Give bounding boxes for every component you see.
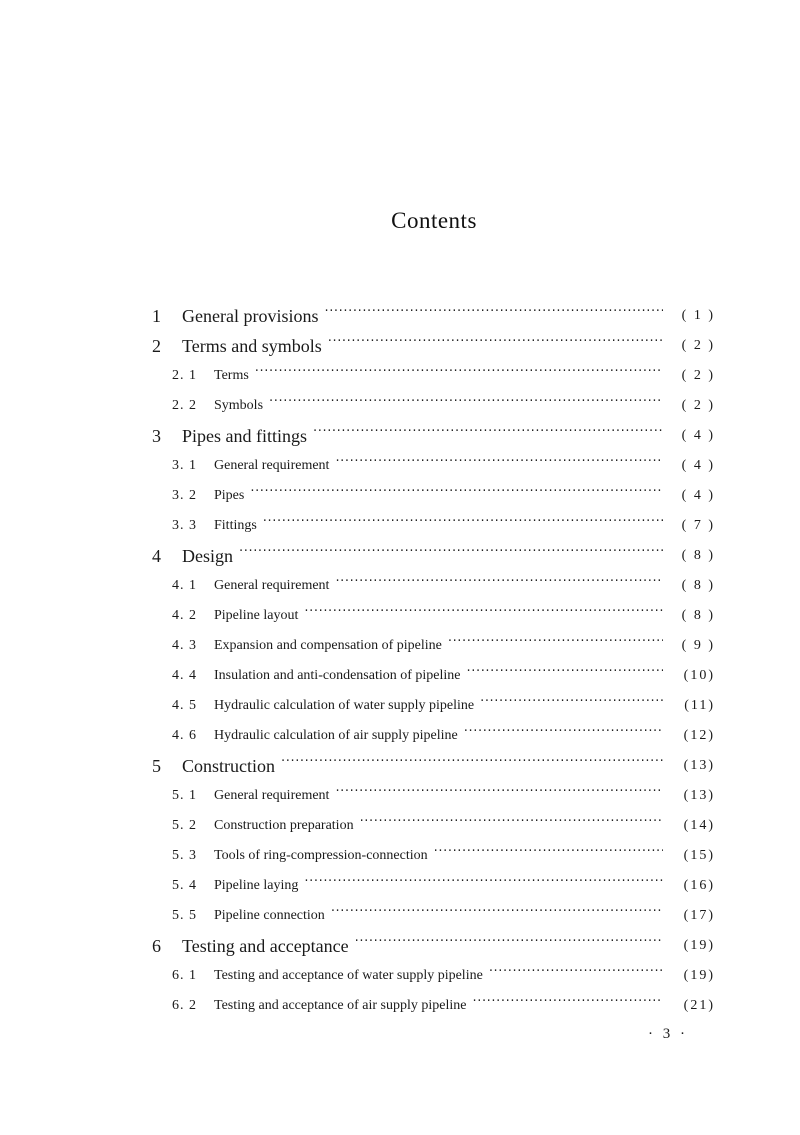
- toc-entry-page: (12): [683, 728, 715, 743]
- toc-entry-page: (21): [683, 998, 715, 1013]
- toc-dot-leader: [239, 549, 663, 563]
- toc-dot-leader: [467, 669, 664, 683]
- toc-entry-number: 2: [152, 335, 161, 356]
- toc-entry-number: 3: [152, 425, 161, 446]
- toc-dot-leader: [335, 459, 663, 473]
- toc-entry-page: (13): [683, 788, 715, 803]
- toc-dot-leader: [250, 489, 663, 503]
- toc-entry-page: ( 4 ): [681, 488, 715, 503]
- toc-dot-leader: [313, 429, 663, 443]
- toc-dot-leader: [464, 729, 663, 743]
- page-number: · 3 ·: [648, 1026, 688, 1042]
- toc-dot-leader: [448, 639, 663, 653]
- toc-entry-page: ( 9 ): [681, 638, 715, 653]
- toc-entry-number: 3. 3: [172, 518, 197, 533]
- toc-entry-label: Construction: [182, 755, 275, 776]
- toc-chapter-entry: [150, 301, 715, 331]
- toc-entry-label: General requirement: [214, 788, 330, 803]
- toc-section-entry: [150, 961, 715, 991]
- toc-entry-number: 4. 3: [172, 638, 197, 653]
- toc-dot-leader: [434, 849, 663, 863]
- toc-entry-page: ( 4 ): [681, 458, 715, 473]
- toc-entry-number: 5. 1: [172, 788, 197, 803]
- toc-entry-label: Tools of ring-compression-connection: [214, 848, 428, 863]
- toc-chapter-entry: [150, 541, 715, 571]
- toc-entry-page: (11): [684, 698, 715, 713]
- table-of-contents: [150, 301, 715, 1021]
- toc-entry-number: 5: [152, 755, 161, 776]
- toc-dot-leader: [281, 759, 663, 773]
- toc-entry-page: (19): [683, 968, 715, 983]
- toc-section-entry: [150, 991, 715, 1021]
- toc-chapter-entry: [150, 751, 715, 781]
- page-title: Contents: [391, 208, 477, 233]
- toc-entry-label: Design: [182, 545, 233, 566]
- toc-entry-label: Testing and acceptance of water supply pipeline: [214, 968, 483, 983]
- toc-entry-number: 6. 1: [172, 968, 197, 983]
- toc-entry-label: Terms and symbols: [182, 335, 322, 356]
- toc-entry-number: 4. 1: [172, 578, 197, 593]
- toc-section-entry: [150, 841, 715, 871]
- toc-dot-leader: [355, 939, 663, 953]
- toc-section-entry: [150, 451, 715, 481]
- toc-dot-leader: [489, 969, 663, 983]
- toc-section-entry: [150, 631, 715, 661]
- toc-entry-label: Symbols: [214, 398, 264, 413]
- toc-entry-label: Testing and acceptance of air supply pipeline: [214, 998, 467, 1013]
- toc-entry-page: ( 4 ): [681, 428, 715, 443]
- toc-dot-leader: [472, 999, 663, 1013]
- toc-section-entry: [150, 721, 715, 751]
- toc-entry-page: (10): [683, 668, 715, 683]
- toc-chapter-entry: [150, 331, 715, 361]
- toc-entry-page: (13): [683, 758, 715, 773]
- toc-section-entry: [150, 901, 715, 931]
- toc-entry-label: Pipeline layout: [214, 608, 299, 623]
- toc-entry-number: 1: [152, 305, 161, 326]
- toc-section-entry: [150, 361, 715, 391]
- toc-entry-label: Fittings: [214, 518, 257, 533]
- toc-dot-leader: [304, 609, 663, 623]
- toc-entry-label: Construction preparation: [214, 818, 354, 833]
- toc-entry-page: ( 2 ): [681, 338, 715, 353]
- toc-entry-number: 6. 2: [172, 998, 197, 1013]
- toc-entry-page: (17): [683, 908, 715, 923]
- toc-dot-leader: [324, 309, 663, 323]
- toc-entry-label: Expansion and compensation of pipeline: [214, 638, 442, 653]
- toc-entry-label: Pipeline laying: [214, 878, 299, 893]
- toc-entry-number: 5. 4: [172, 878, 197, 893]
- toc-entry-number: 6: [152, 935, 161, 956]
- toc-entry-number: 5. 5: [172, 908, 197, 923]
- toc-entry-label: Hydraulic calculation of air supply pipeline: [214, 728, 458, 743]
- toc-entry-page: ( 7 ): [681, 518, 715, 533]
- toc-entry-label: Pipes and fittings: [182, 425, 307, 446]
- toc-section-entry: [150, 661, 715, 691]
- toc-chapter-entry: [150, 421, 715, 451]
- toc-entry-page: (16): [683, 878, 715, 893]
- toc-section-entry: [150, 571, 715, 601]
- toc-section-entry: [150, 511, 715, 541]
- toc-entry-number: 3. 1: [172, 458, 197, 473]
- toc-dot-leader: [335, 789, 663, 803]
- toc-entry-page: (15): [683, 848, 715, 863]
- toc-entry-page: ( 2 ): [681, 398, 715, 413]
- toc-dot-leader: [263, 519, 663, 533]
- toc-entry-number: 4: [152, 545, 161, 566]
- toc-entry-label: Hydraulic calculation of water supply pipeline: [214, 698, 475, 713]
- toc-dot-leader: [360, 819, 663, 833]
- toc-entry-label: Testing and acceptance: [182, 935, 349, 956]
- toc-entry-label: General provisions: [182, 305, 319, 326]
- toc-entry-label: Pipes: [214, 488, 245, 503]
- toc-section-entry: [150, 391, 715, 421]
- toc-entry-number: 4. 4: [172, 668, 197, 683]
- toc-dot-leader: [304, 879, 663, 893]
- toc-entry-page: (19): [683, 938, 715, 953]
- toc-entry-page: ( 8 ): [681, 548, 715, 563]
- toc-entry-number: 4. 6: [172, 728, 197, 743]
- toc-section-entry: [150, 871, 715, 901]
- toc-entry-page: (14): [683, 818, 715, 833]
- toc-section-entry: [150, 691, 715, 721]
- toc-entry-number: 3. 2: [172, 488, 197, 503]
- toc-entry-number: 2. 1: [172, 368, 197, 383]
- toc-entry-number: 5. 3: [172, 848, 197, 863]
- toc-entry-label: General requirement: [214, 458, 330, 473]
- toc-entry-number: 5. 2: [172, 818, 197, 833]
- toc-dot-leader: [480, 699, 663, 713]
- toc-section-entry: [150, 601, 715, 631]
- toc-entry-label: General requirement: [214, 578, 330, 593]
- toc-dot-leader: [335, 579, 663, 593]
- toc-entry-page: ( 2 ): [681, 368, 715, 383]
- toc-entry-label: Pipeline connection: [214, 908, 325, 923]
- toc-entry-page: ( 1 ): [681, 308, 715, 323]
- toc-entry-number: 4. 2: [172, 608, 197, 623]
- toc-dot-leader: [269, 399, 663, 413]
- toc-section-entry: [150, 481, 715, 511]
- toc-entry-page: ( 8 ): [681, 578, 715, 593]
- toc-entry-page: ( 8 ): [681, 608, 715, 623]
- toc-entry-number: 4. 5: [172, 698, 197, 713]
- toc-chapter-entry: [150, 931, 715, 961]
- toc-dot-leader: [255, 369, 663, 383]
- toc-entry-label: Terms: [214, 368, 249, 383]
- toc-entry-number: 2. 2: [172, 398, 197, 413]
- toc-entry-label: Insulation and anti-condensation of pipeline: [214, 668, 461, 683]
- toc-section-entry: [150, 811, 715, 841]
- toc-dot-leader: [331, 909, 663, 923]
- toc-section-entry: [150, 781, 715, 811]
- toc-dot-leader: [328, 339, 663, 353]
